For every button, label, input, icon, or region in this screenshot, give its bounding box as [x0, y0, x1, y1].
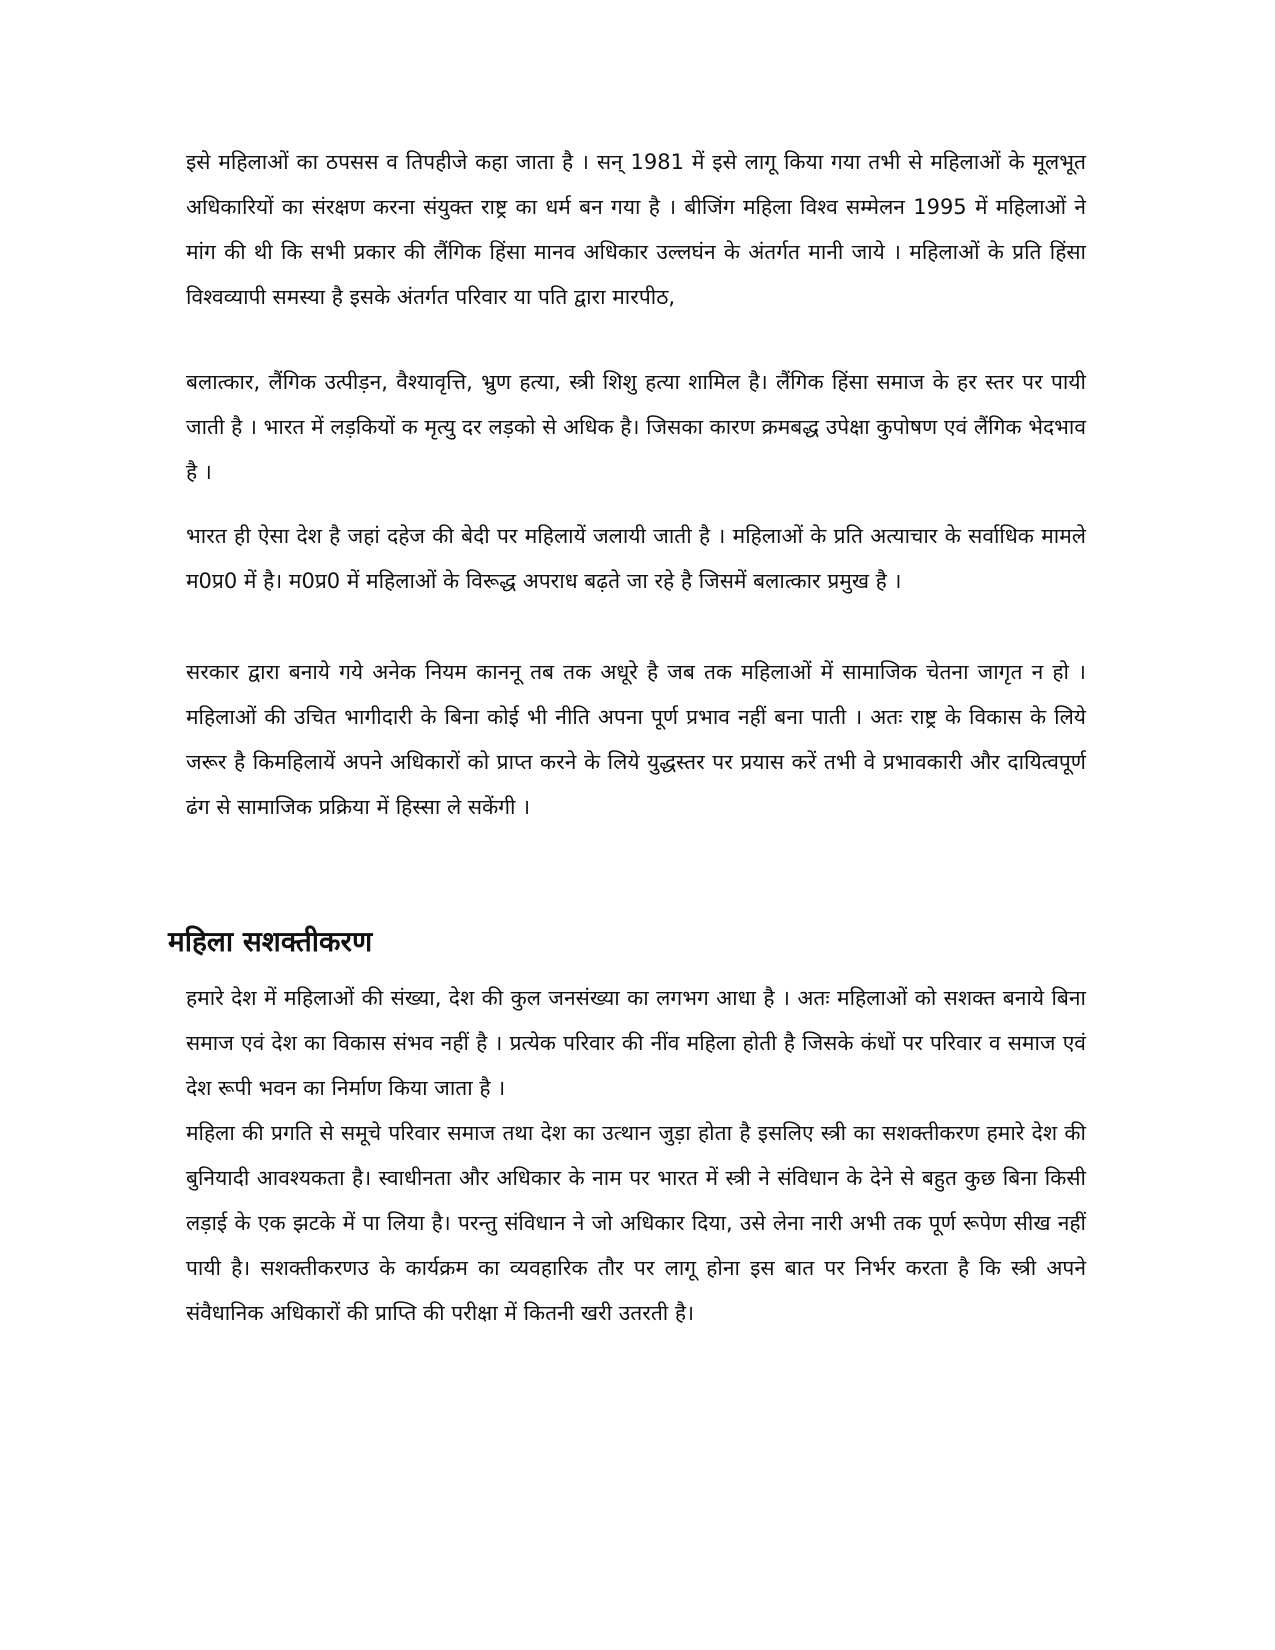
paragraph-4: सरकार द्वारा बनाये गये अनेक नियम काननू तब तक अधूरे है जब तक महिलाओं में सामाजिक चेतना जागृत न हो । महिलाओं की उचित भागीदारी के बिना कोई भी नीति अपना पूर्ण प्रभाव नहीं बना पाती । अतः राष्ट्र के विकास के लिये जरूर है किमहिलायें अपने अधिकारों को प्राप्त करने के लिये युद्धस्तर पर प्रयास करें तभी वे प्रभावकारी और दायित्वपूर्ण ढंग से सामाजिक प्रक्रिया में हिस्सा ले सकेंगी । — [186, 660, 1086, 819]
paragraph-1: इसे महिलाओं का ठपसस व तिपहीजे कहा जाता है । सन् 1981 में इसे लागू किया गया तभी से महिलाओं के मूलभूत अधिकारियों का संरक्षण करना संयुक्त राष्ट्र का धर्म बन गया है । बीजिंग महिला विश्व सम्मेलन 1995 में महिलाओं ने मांग की थी कि सभी प्रकार की लैंगिक हिंसा मानव अधिकार उल्लघंन के अंतर्गत मानी जाये । महिलाओं के प्रति हिंसा विश्वव्यापी समस्या है इसके अंतर्गत परिवार या पति द्वारा मारपीठ, — [186, 150, 1086, 309]
paragraph-2: बलात्कार, लैंगिक उत्पीड़न, वैश्यावृत्ति, भ्रुण हत्या, स्त्री शिशु हत्या शामिल है। लैंगिक हिंसा समाज के हर स्तर पर पायी जाती है । भारत में लड़कियों क मृत्यु दर लड़को से अधिक है। जिसका कारण क्रमबद्ध उपेक्षा कुपोषण एवं लैंगिक भेदभाव है । — [186, 370, 1086, 484]
section-heading: महिला सशक्तीकरण — [168, 925, 373, 958]
paragraph-3: भारत ही ऐसा देश है जहां दहेज की बेदी पर महिलायें जलायी जाती है । महिलाओं के प्रति अत्याचार के सर्वाधिक मामले म0प्र0 में है। म0प्र0 में महिलाओं के विरूद्ध अपराध बढ़ते जा रहे है जिसमें बलात्कार प्रमुख है । — [186, 524, 1086, 593]
paragraph-6: महिला की प्रगति से समूचे परिवार समाज तथा देश का उत्थान जुड़ा होता है इसलिए स्त्री का सशक्तीकरण हमारे देश की बुनियादी आवश्यकता है। स्वाधीनता और अधिकार के नाम पर भारत में स्त्री ने संविधान के देने से बहुत कुछ बिना किसी लड़ाई के एक झटके में पा लिया है। परन्तु संविधान ने जो अधिकार दिया, उसे लेना नारी अभी तक पूर्ण रूपेण सीख नहीं पायी है। सशक्तीकरणउ के कार्यक्रम का व्यवहारिक तौर पर लागू होना इस बात पर निर्भर करता है कि स्त्री अपने संवैधानिक अधिकारों की प्राप्ति की परीक्षा में कितनी खरी उतरती है। — [186, 1121, 1086, 1325]
paragraph-5: हमारे देश में महिलाओं की संख्या, देश की कुल जनसंख्या का लगभग आधा है । अतः महिलाओं को सशक्त बनाये बिना समाज एवं देश का विकास संभव नहीं है । प्रत्येक परिवार की नींव महिला होती है जिसके कंधों पर परिवार व समाज एवं देश रूपी भवन का निर्माण किया जाता है । — [186, 986, 1086, 1100]
